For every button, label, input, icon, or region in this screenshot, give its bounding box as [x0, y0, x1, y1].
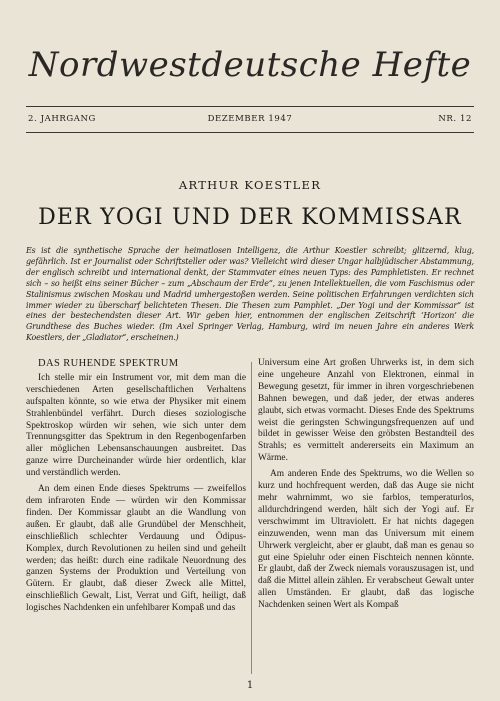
paragraph: Ich stelle mir ein Instrument vor, mit dem man die verschiedenen Arten gesellschaftlichen Verhaltens aufspalten könnte, so wie etwa der Physiker mit einem Strahlenbündel verfährt. Durch dieses soziologische Spektroskop würden wir sehen, wie sich unter dem Trennungsgitter das Spektrum in den Regenbogenfarben aller möglichen Lebensanschauungen ausbreitet. Das ganze wirre Durcheinander würde hier ordentlich, klar und verständlich werden. — [26, 372, 246, 479]
column-divider — [251, 362, 252, 674]
issue-number: NR. 12 — [438, 114, 472, 124]
page-number: 1 — [246, 680, 254, 691]
section-heading: DAS RUHENDE SPEKTRUM — [38, 358, 179, 369]
header-rule-top — [26, 106, 474, 107]
text-column-right — [258, 358, 474, 678]
article-author: ARTHUR KOESTLER — [178, 178, 322, 192]
issue-bar — [26, 112, 474, 128]
volume-label: 2. JAHRGANG — [28, 114, 96, 124]
issue-date: DEZEMBER 1947 — [207, 114, 293, 124]
paragraph: Universum eine Art großen Uhrwerks ist, in dem sich eine ungeheure Anzahl von Elektronen, einmal in Bewegung gesetzt, für immer in ihren vorgeschriebenen Bahnen bewegen, und daß jeder, der etwas anderes glaubt, sich etwas vormacht. Dieses Ende des Spektrums weist die geringsten Schwingungsfrequenzen auf und bildet in gewisser Weise den gröbsten Bestandteil des Strahls; es vermittelt andererseits ein Maximum an Wärme. — [258, 358, 474, 464]
header-rule-bottom — [26, 132, 474, 133]
text-column-left — [26, 358, 246, 678]
article-intro: Es ist die synthetische Sprache der heimatlosen Intelligenz, die Arthur Koestler schreibt; glitzernd, klug, gefährlich. Ist er Journalist oder Schriftsteller oder was? Vielleicht wird dieser Ungar halbjüdischer Abstammung, der englisch schreibt und international denkt, der Stammvater eines neuen Typs: des Pamphletisten. Er rechnet sich – so heißt eins seiner Bücher – zum „Abschaum der Erde“, zu jenen Intellektuellen, die vom Faschismus oder Stalinismus zwischen Moskau und Madrid umhergestoßen werden. Seine politischen Erfahrungen verdichten sich immer wieder zu überscharf belichteten Thesen. Die Thesen zum Pamphlet. „Der Yogi und der Kommissar“ ist eines der bestechendsten dieser Art. Wir geben hier, entnommen der englischen Zeitschrift ‘Horizon’ die Grundthese des Buches wieder. (Im Axel Springer Verlag, Hamburg, wird im neuen Jahre ein anderes Werk Koestlers, der „Gladiator“, erscheinen.) — [26, 246, 474, 343]
paragraph: Am anderen Ende des Spektrums, wo die Wellen so kurz und hochfrequent werden, daß das Auge sie nicht mehr wahrnimmt, wo sie farblos, temperaturlos, alldurchdringend werden, hält sich der Yogi auf. Er verschwimmt im Ultraviolett. Er hat nichts dagegen einzuwenden, wenn man das Universum mit einem Uhrwerk vergleicht, aber er glaubt, daß man es genau so gut eine Spieluhr oder einen Fischteich nennen könnte. Er glaubt, daß der Zweck niemals vorauszusagen ist, und daß die Mittel allein zählen. Er verabscheut Gewalt unter allen Umständen. Er glaubt, daß das logische Nachdenken seinen Wert als Kompaß — [258, 469, 474, 611]
paragraph: An dem einen Ende dieses Spektrums — zweifellos dem infraroten Ende — würden wir den Kommissar finden. Der Kommissar glaubt an die Wandlung von außen. Er glaubt, daß alle Grundübel der Menschheit, einschließlich schlechter Verdauung und Ödipus-Komplex, durch Revolutionen zu heilen sind und geheilt werden; das heißt: durch eine radikale Neuordnung des ganzen Systems der Produktion und Verteilung von Gütern. Er glaubt, daß dieser Zweck alle Mittel, einschließlich Gewalt, List, Verrat und Gift, heiligt, daß logisches Nachdenken ein unfehlbarer Kompaß und das — [26, 484, 246, 614]
masthead-title: Nordwestdeutsche Hefte — [28, 45, 472, 85]
article-title: DER YOGI UND DER KOMMISSAR — [38, 205, 462, 230]
